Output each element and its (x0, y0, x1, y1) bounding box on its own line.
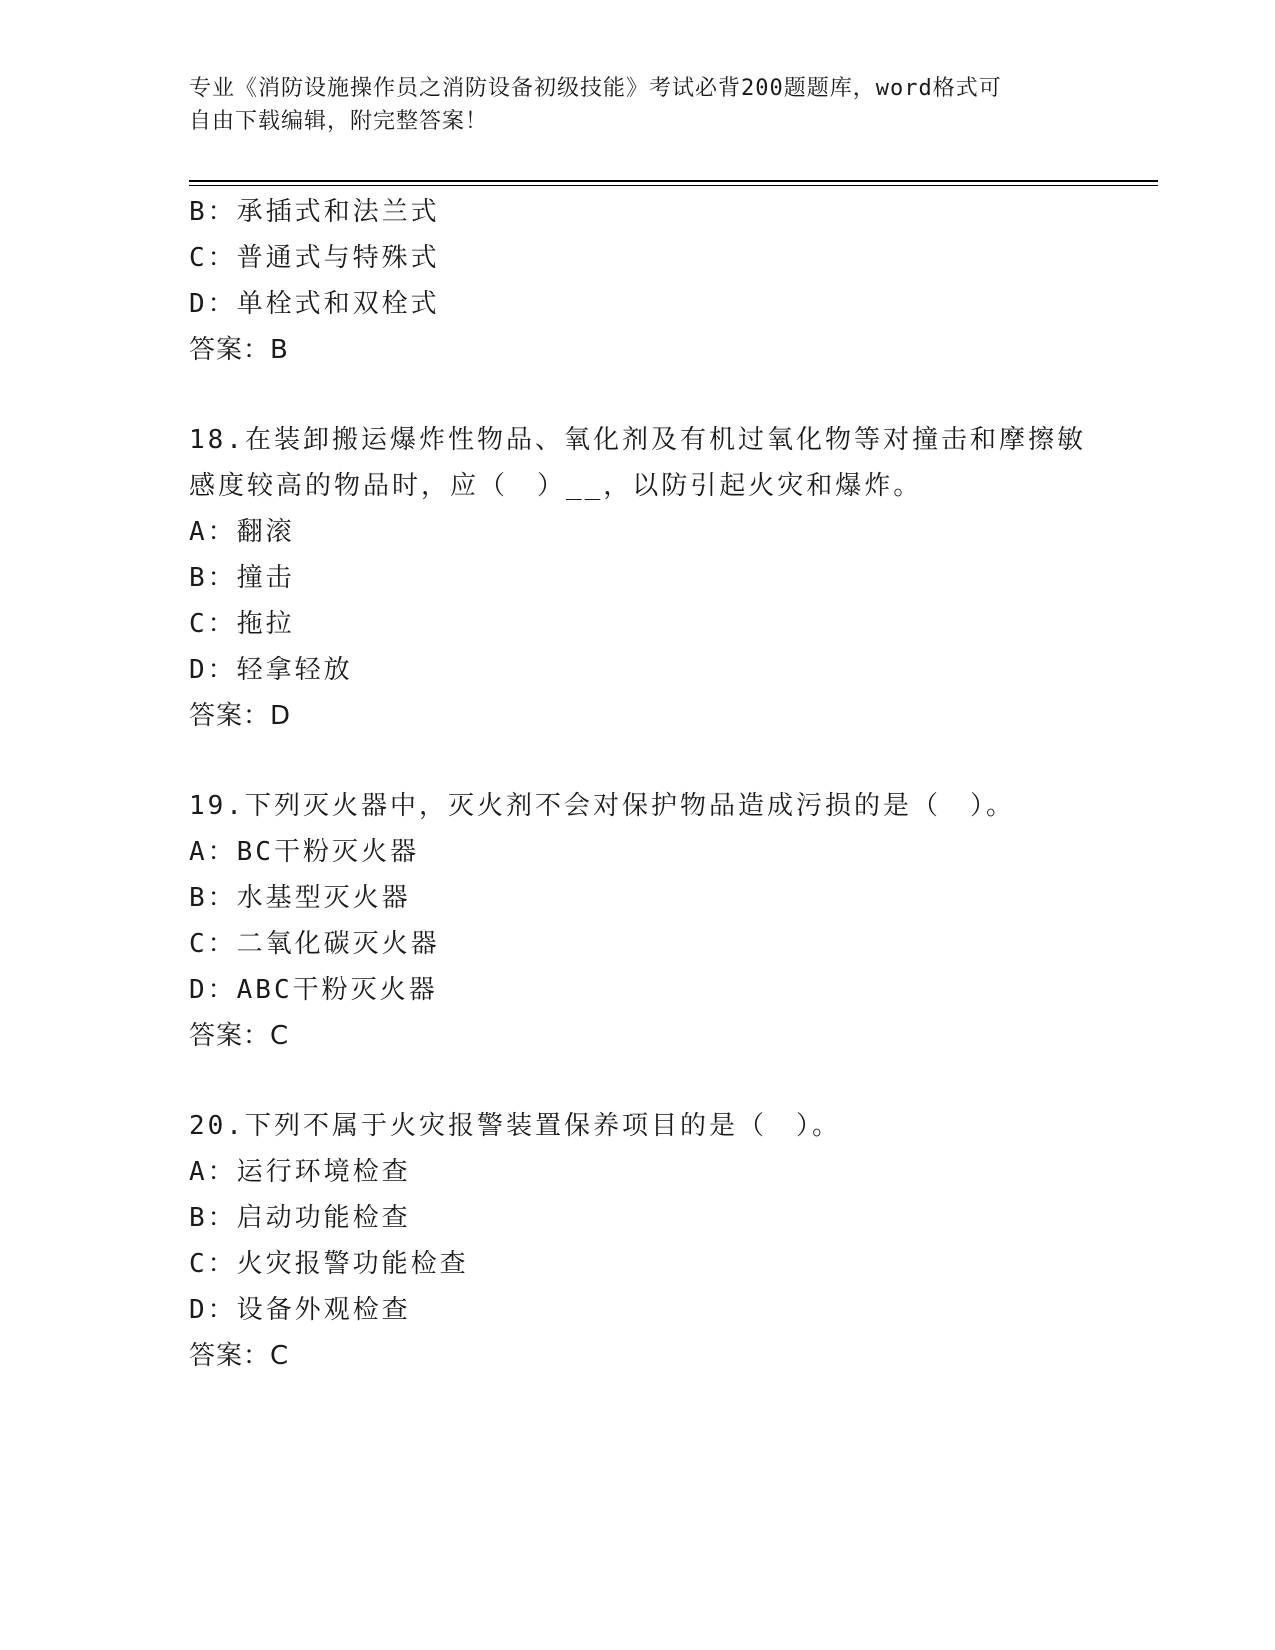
question-list (189, 189, 1089, 1379)
header-line-2: 自由下载编辑，附完整答案！ (189, 109, 489, 134)
option-d: D：轻拿轻放 (189, 655, 353, 685)
option-b: B：撞击 (189, 563, 295, 593)
answer: 答案：C (189, 1021, 290, 1051)
header-line-1: 专业《消防设施操作员之消防设备初级技能》考试必背200题题库，word格式可 (189, 76, 1002, 101)
question-18 (189, 417, 1089, 739)
header-divider-thick (189, 180, 1158, 182)
option-c: C：二氧化碳灭火器 (189, 929, 440, 959)
question-stem: 18.在装卸搬运爆炸性物品、氧化剂及有机过氧化物等对撞击和摩擦敏 (189, 425, 1086, 455)
answer: 答案：B (189, 335, 289, 365)
option-d: D：单栓式和双栓式 (189, 289, 440, 319)
question-19 (189, 783, 1089, 1059)
option-d: D：设备外观检查 (189, 1295, 411, 1325)
option-b: B：承插式和法兰式 (189, 197, 440, 227)
question-stem-continued: 感度较高的物品时，应（ ）__，以防引起火灾和爆炸。 (189, 471, 923, 501)
document-header (189, 72, 1089, 138)
option-b: B：启动功能检查 (189, 1203, 411, 1233)
question-stem: 20.下列不属于火灾报警装置保养项目的是（ ）。 (189, 1111, 841, 1141)
option-a: A：翻滚 (189, 517, 295, 547)
question-20 (189, 1103, 1089, 1379)
option-b: B：水基型灭火器 (189, 883, 411, 913)
question-17-continued (189, 189, 1089, 373)
option-c: C：普通式与特殊式 (189, 243, 440, 273)
answer: 答案：C (189, 1341, 290, 1371)
option-d: D：ABC干粉灭火器 (189, 975, 438, 1005)
option-a: A：BC干粉灭火器 (189, 837, 419, 867)
option-c: C：火灾报警功能检查 (189, 1249, 469, 1279)
option-a: A：运行环境检查 (189, 1157, 411, 1187)
option-c: C：拖拉 (189, 609, 295, 639)
answer: 答案：D (189, 701, 292, 731)
header-divider-thin (189, 185, 1158, 186)
question-stem: 19.下列灭火器中，灭火剂不会对保护物品造成污损的是（ ）。 (189, 791, 1015, 821)
